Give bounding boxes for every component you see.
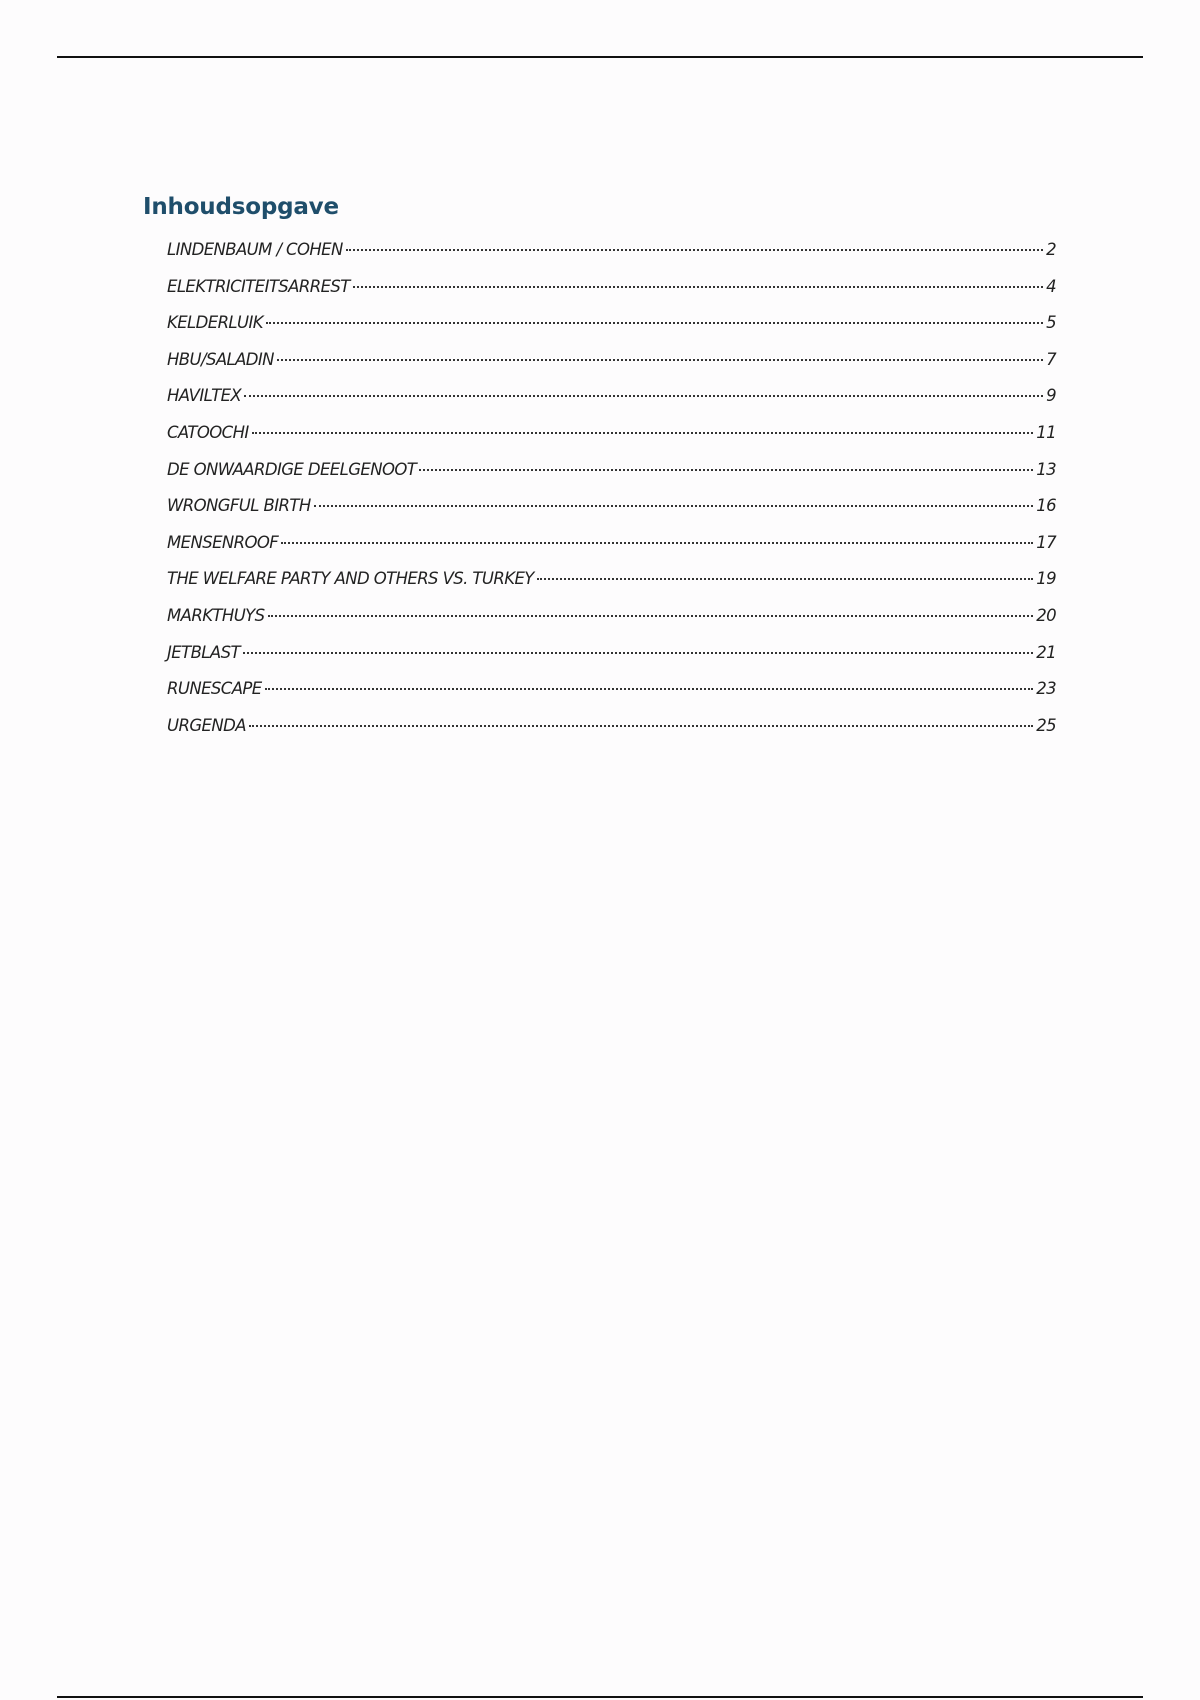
toc-dot-leader <box>244 395 1043 397</box>
toc-entry-mensenroof[interactable] <box>167 533 1056 570</box>
toc-entry-label: HAVILTEX <box>167 386 242 406</box>
toc-entry-page-number: 25 <box>1036 715 1056 735</box>
toc-entry-markthuys[interactable] <box>167 606 1056 643</box>
toc-entry-page-number: 21 <box>1036 642 1056 662</box>
toc-entry-page-number: 2 <box>1046 240 1056 259</box>
toc-dot-leader <box>243 652 1033 654</box>
toc-dot-leader <box>314 505 1034 507</box>
toc-dot-leader <box>537 578 1033 580</box>
header-rule <box>57 56 1143 58</box>
toc-entry-label: THE WELFARE PARTY AND OTHERS VS. TURKEY <box>167 569 534 589</box>
toc-entry-label: HBU/SALADIN <box>167 349 274 369</box>
toc-dot-leader <box>281 542 1033 544</box>
toc-entry-page-number: 11 <box>1036 422 1056 442</box>
toc-entry-label: LINDENBAUM / COHEN <box>167 240 343 259</box>
toc-entry-label: URGENDA <box>167 715 246 735</box>
toc-entry-elektriciteitsarrest[interactable] <box>167 277 1056 314</box>
toc-entry-label: DE ONWAARDIGE DEELGENOOT <box>167 459 417 479</box>
toc-dot-leader <box>249 725 1033 727</box>
toc-entry-page-number: 7 <box>1046 349 1056 369</box>
toc-entry-urgenda[interactable] <box>167 716 1056 753</box>
toc-entry-label: CATOOCHI <box>167 422 249 442</box>
toc-dot-leader <box>268 615 1034 617</box>
table-of-contents <box>143 188 1056 752</box>
toc-entry-label: ELEKTRICITEITSARREST <box>167 276 350 296</box>
toc-dot-leader <box>277 359 1043 361</box>
toc-dot-leader <box>252 432 1034 434</box>
toc-dot-leader <box>353 286 1043 288</box>
toc-dot-leader <box>419 469 1033 471</box>
toc-entry-hbu-saladin[interactable] <box>167 350 1056 387</box>
toc-entry-page-number: 4 <box>1046 276 1056 296</box>
toc-entry-label: KELDERLUIK <box>167 313 263 333</box>
toc-dot-leader <box>265 688 1034 690</box>
toc-entry-page-number: 23 <box>1036 679 1056 699</box>
toc-entry-label: WRONGFUL BIRTH <box>167 496 311 516</box>
toc-entry-de-onwaardige-deelgenoot[interactable] <box>167 460 1056 497</box>
toc-entry-page-number: 9 <box>1046 386 1056 406</box>
toc-dot-leader <box>346 249 1043 251</box>
toc-entry-kelderluik[interactable] <box>167 313 1056 350</box>
toc-entry-page-number: 13 <box>1036 459 1056 479</box>
toc-entry-page-number: 5 <box>1046 313 1056 333</box>
toc-entry-wrongful-birth[interactable] <box>167 496 1056 533</box>
toc-entry-label: JETBLAST <box>167 642 240 662</box>
toc-entry-welfare-party-vs-turkey[interactable] <box>167 569 1056 606</box>
toc-dot-leader <box>266 322 1043 324</box>
toc-entry-page-number: 16 <box>1036 496 1056 516</box>
toc-entry-page-number: 17 <box>1036 532 1056 552</box>
toc-entry-runescape[interactable] <box>167 679 1056 716</box>
toc-entry-page-number: 19 <box>1036 569 1056 589</box>
toc-entry-label: MENSENROOF <box>167 532 279 552</box>
footer-rule <box>57 1696 1143 1698</box>
toc-list <box>143 240 1056 752</box>
toc-entry-label: MARKTHUYS <box>167 605 265 625</box>
toc-entry-label: RUNESCAPE <box>167 679 262 699</box>
toc-entry-lindenbaum-cohen[interactable] <box>167 240 1056 277</box>
toc-entry-jetblast[interactable] <box>167 643 1056 680</box>
toc-entry-haviltex[interactable] <box>167 386 1056 423</box>
toc-title: Inhoudsopgave <box>143 194 339 220</box>
toc-entry-page-number: 20 <box>1036 605 1056 625</box>
toc-entry-catoochi[interactable] <box>167 423 1056 460</box>
